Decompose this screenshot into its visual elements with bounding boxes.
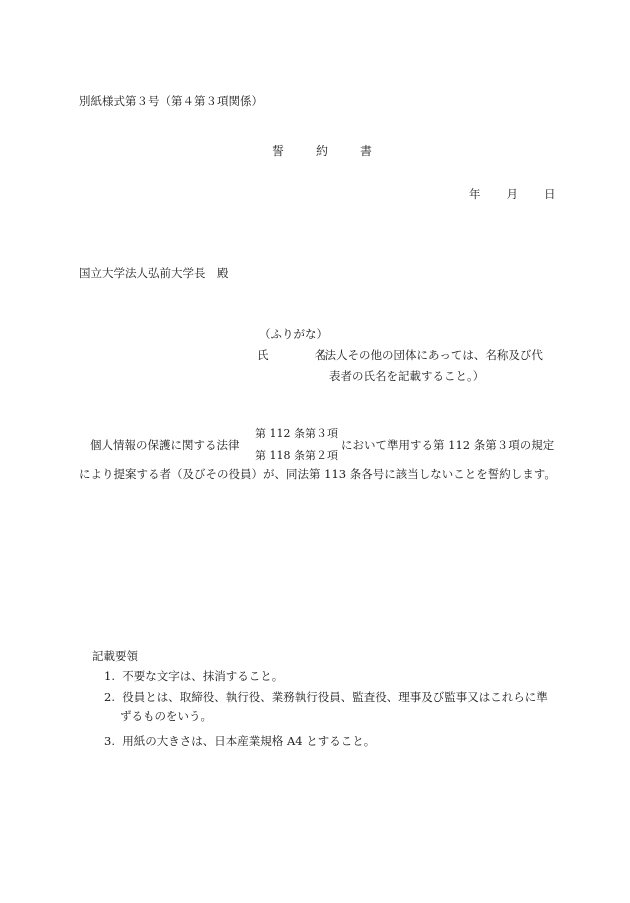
note-text: 役員とは、取締役、執行役、業務執行役員、監査役、理事及び監事又はこれらに準: [122, 690, 548, 704]
oath-trail-text: において準用する第 112 条第３項の規定: [341, 438, 555, 452]
note-item-2-continuation: ずるものをいう。: [120, 709, 212, 723]
note-text: 不要な文字は、抹消すること。: [122, 669, 284, 683]
date-month: 月: [506, 187, 518, 201]
note-number: 2.: [104, 690, 115, 704]
name-note-line-2: 表者の氏名を記載すること。）: [329, 369, 485, 383]
addressee: 国立大学法人弘前大学長 殿: [79, 266, 229, 280]
date-field: [469, 189, 556, 201]
document-title: [272, 145, 372, 157]
oath-lead-text: 個人情報の保護に関する法律: [90, 438, 240, 452]
oath-text-line-2: により提案する者（及びその役員）が、同法第 113 条各号に該当しないことを誓約します。: [79, 467, 556, 481]
notes-title: 記載要領: [92, 649, 138, 663]
note-item-2: [104, 692, 548, 704]
note-number: 1.: [104, 669, 115, 683]
law-option-1: 第 112 条第３項: [255, 427, 338, 440]
note-text: 用紙の大きさは、日本産業規格 A4 とすること。: [122, 734, 376, 748]
title-char-2: 約: [316, 144, 329, 158]
name-note-line-1: （法人その他の団体にあっては、名称及び代: [313, 348, 543, 362]
note-item-1: [104, 671, 283, 683]
note-item-3: [104, 736, 375, 748]
title-char-3: 書: [360, 144, 373, 158]
law-option-2: 第 118 条第２項: [255, 449, 338, 462]
form-label: 別紙様式第３号（第４第３項関係）: [79, 94, 263, 108]
furigana-label: （ふりがな）: [259, 327, 328, 341]
date-year: 年: [469, 187, 481, 201]
date-day: 日: [544, 187, 556, 201]
name-label: 氏 名: [257, 348, 326, 362]
title-char-1: 誓: [272, 144, 285, 158]
note-number: 3.: [104, 734, 115, 748]
